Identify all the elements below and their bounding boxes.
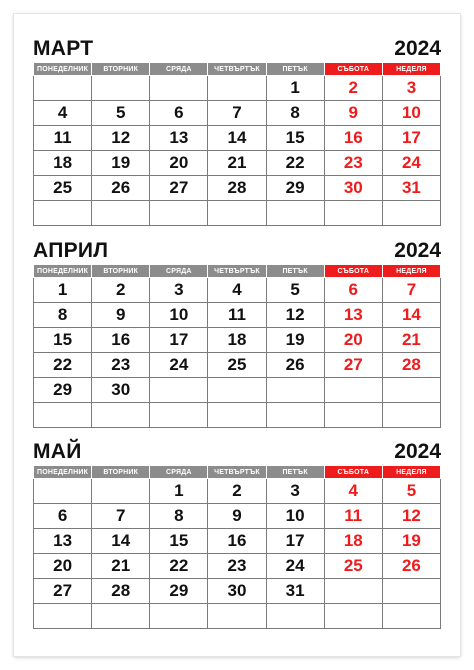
day-cell: 11: [34, 126, 92, 151]
day-cell: [34, 403, 92, 428]
day-cell: 20: [34, 554, 92, 579]
day-cell: 4: [34, 101, 92, 126]
day-cell: [92, 604, 150, 629]
day-cell: 8: [266, 101, 324, 126]
day-cell: [92, 479, 150, 504]
weekday-label: СЪБОТА: [324, 63, 382, 76]
month-april: [33, 238, 441, 428]
weekday-label: ВТОРНИК: [92, 265, 150, 278]
month-year: 2024: [394, 37, 441, 60]
month-header: [33, 36, 441, 62]
day-cell: 5: [92, 101, 150, 126]
day-cell: 8: [150, 504, 208, 529]
day-cell: [150, 403, 208, 428]
day-cell: 4: [208, 278, 266, 303]
day-cell: 22: [150, 554, 208, 579]
day-cell: [382, 378, 440, 403]
day-cell: 9: [324, 101, 382, 126]
weekday-label: ПЕТЪК: [266, 265, 324, 278]
day-cell: 28: [208, 176, 266, 201]
day-cell: 15: [266, 126, 324, 151]
day-cell: 24: [150, 353, 208, 378]
week-row: [34, 554, 441, 579]
day-cell: 19: [92, 151, 150, 176]
day-cell: [150, 76, 208, 101]
week-row: [34, 403, 441, 428]
day-cell: 24: [266, 554, 324, 579]
day-cell: 22: [266, 151, 324, 176]
day-cell: 18: [324, 529, 382, 554]
month-grid: [33, 264, 441, 428]
day-cell: 3: [382, 76, 440, 101]
weekday-label: СРЯДА: [150, 466, 208, 479]
weekday-label: ПЕТЪК: [266, 466, 324, 479]
day-cell: 6: [150, 101, 208, 126]
week-row: [34, 76, 441, 101]
day-cell: [208, 201, 266, 226]
day-cell: 23: [324, 151, 382, 176]
weekday-label: НЕДЕЛЯ: [382, 466, 440, 479]
day-cell: 28: [92, 579, 150, 604]
day-cell: 21: [208, 151, 266, 176]
day-cell: 17: [150, 328, 208, 353]
weekday-label: НЕДЕЛЯ: [382, 63, 440, 76]
day-cell: [382, 403, 440, 428]
day-cell: [150, 201, 208, 226]
day-cell: [150, 604, 208, 629]
week-row: [34, 101, 441, 126]
day-cell: 10: [266, 504, 324, 529]
day-cell: 27: [34, 579, 92, 604]
day-cell: [92, 76, 150, 101]
day-cell: [92, 201, 150, 226]
day-cell: 27: [324, 353, 382, 378]
weekday-label: СЪБОТА: [324, 265, 382, 278]
weekday-label: СЪБОТА: [324, 466, 382, 479]
day-cell: 3: [150, 278, 208, 303]
day-cell: 20: [150, 151, 208, 176]
day-cell: 15: [34, 328, 92, 353]
day-cell: 9: [208, 504, 266, 529]
weekday-header-row: [34, 466, 441, 479]
weekday-label: ЧЕТВЪРТЪК: [208, 466, 266, 479]
day-cell: 2: [324, 76, 382, 101]
month-grid: [33, 465, 441, 629]
week-row: [34, 303, 441, 328]
day-cell: 16: [324, 126, 382, 151]
day-cell: 3: [266, 479, 324, 504]
weekday-header-row: [34, 265, 441, 278]
day-cell: [266, 201, 324, 226]
day-cell: [324, 201, 382, 226]
day-cell: 25: [324, 554, 382, 579]
month-header: [33, 238, 441, 264]
day-cell: 31: [266, 579, 324, 604]
day-cell: [266, 604, 324, 629]
day-cell: [324, 579, 382, 604]
day-cell: 26: [92, 176, 150, 201]
day-cell: 6: [34, 504, 92, 529]
day-cell: 16: [92, 328, 150, 353]
day-cell: 10: [150, 303, 208, 328]
day-cell: 10: [382, 101, 440, 126]
day-cell: 2: [92, 278, 150, 303]
month-grid: [33, 62, 441, 226]
weekday-label: ВТОРНИК: [92, 466, 150, 479]
month-name: МАРТ: [33, 37, 94, 60]
weekday-label: НЕДЕЛЯ: [382, 265, 440, 278]
day-cell: 28: [382, 353, 440, 378]
week-row: [34, 176, 441, 201]
week-row: [34, 151, 441, 176]
day-cell: 17: [266, 529, 324, 554]
week-row: [34, 529, 441, 554]
week-row: [34, 479, 441, 504]
day-cell: [324, 403, 382, 428]
day-cell: 12: [266, 303, 324, 328]
day-cell: 7: [92, 504, 150, 529]
day-cell: 17: [382, 126, 440, 151]
day-cell: [208, 76, 266, 101]
weekday-label: ЧЕТВЪРТЪК: [208, 63, 266, 76]
day-cell: 29: [34, 378, 92, 403]
day-cell: 1: [150, 479, 208, 504]
week-row: [34, 126, 441, 151]
week-row: [34, 278, 441, 303]
day-cell: 5: [266, 278, 324, 303]
day-cell: [324, 604, 382, 629]
month-name: МАЙ: [33, 440, 82, 463]
day-cell: 18: [208, 328, 266, 353]
day-cell: 20: [324, 328, 382, 353]
day-cell: 29: [266, 176, 324, 201]
weekday-label: ПОНЕДЕЛНИК: [34, 63, 92, 76]
day-cell: 6: [324, 278, 382, 303]
week-row: [34, 201, 441, 226]
day-cell: 25: [34, 176, 92, 201]
weekday-label: ВТОРНИК: [92, 63, 150, 76]
day-cell: 13: [34, 529, 92, 554]
day-cell: [266, 403, 324, 428]
day-cell: [208, 604, 266, 629]
day-cell: [382, 201, 440, 226]
week-row: [34, 378, 441, 403]
day-cell: 12: [382, 504, 440, 529]
day-cell: 18: [34, 151, 92, 176]
day-cell: 27: [150, 176, 208, 201]
day-cell: 21: [92, 554, 150, 579]
day-cell: 12: [92, 126, 150, 151]
month-name: АПРИЛ: [33, 239, 109, 262]
weekday-header-row: [34, 63, 441, 76]
day-cell: [150, 378, 208, 403]
day-cell: 5: [382, 479, 440, 504]
day-cell: 14: [382, 303, 440, 328]
weekday-label: ЧЕТВЪРТЪК: [208, 265, 266, 278]
week-row: [34, 604, 441, 629]
day-cell: 31: [382, 176, 440, 201]
day-cell: 16: [208, 529, 266, 554]
day-cell: 26: [266, 353, 324, 378]
day-cell: 2: [208, 479, 266, 504]
month-header: [33, 439, 441, 465]
weekday-label: ПЕТЪК: [266, 63, 324, 76]
day-cell: 30: [324, 176, 382, 201]
day-cell: 7: [382, 278, 440, 303]
week-row: [34, 579, 441, 604]
day-cell: [34, 479, 92, 504]
day-cell: [208, 378, 266, 403]
month-may: [33, 439, 441, 629]
weekday-label: СРЯДА: [150, 63, 208, 76]
week-row: [34, 353, 441, 378]
month-year: 2024: [394, 239, 441, 262]
day-cell: [92, 403, 150, 428]
day-cell: 1: [266, 76, 324, 101]
day-cell: 29: [150, 579, 208, 604]
day-cell: 23: [208, 554, 266, 579]
day-cell: 23: [92, 353, 150, 378]
day-cell: 19: [266, 328, 324, 353]
day-cell: 11: [324, 504, 382, 529]
day-cell: 22: [34, 353, 92, 378]
month-march: [33, 36, 441, 226]
day-cell: [34, 604, 92, 629]
weekday-label: ПОНЕДЕЛНИК: [34, 265, 92, 278]
month-year: 2024: [394, 440, 441, 463]
day-cell: 14: [92, 529, 150, 554]
weekday-label: СРЯДА: [150, 265, 208, 278]
day-cell: 30: [208, 579, 266, 604]
weekday-label: ПОНЕДЕЛНИК: [34, 466, 92, 479]
day-cell: 7: [208, 101, 266, 126]
day-cell: 30: [92, 378, 150, 403]
day-cell: 14: [208, 126, 266, 151]
day-cell: 11: [208, 303, 266, 328]
day-cell: 21: [382, 328, 440, 353]
day-cell: [382, 604, 440, 629]
day-cell: 15: [150, 529, 208, 554]
week-row: [34, 328, 441, 353]
day-cell: 24: [382, 151, 440, 176]
day-cell: [34, 76, 92, 101]
week-row: [34, 504, 441, 529]
day-cell: 4: [324, 479, 382, 504]
day-cell: [382, 579, 440, 604]
day-cell: 13: [150, 126, 208, 151]
day-cell: 13: [324, 303, 382, 328]
day-cell: 19: [382, 529, 440, 554]
day-cell: 8: [34, 303, 92, 328]
day-cell: [266, 378, 324, 403]
day-cell: [208, 403, 266, 428]
day-cell: 9: [92, 303, 150, 328]
day-cell: 1: [34, 278, 92, 303]
day-cell: [324, 378, 382, 403]
day-cell: [34, 201, 92, 226]
day-cell: 25: [208, 353, 266, 378]
day-cell: 26: [382, 554, 440, 579]
